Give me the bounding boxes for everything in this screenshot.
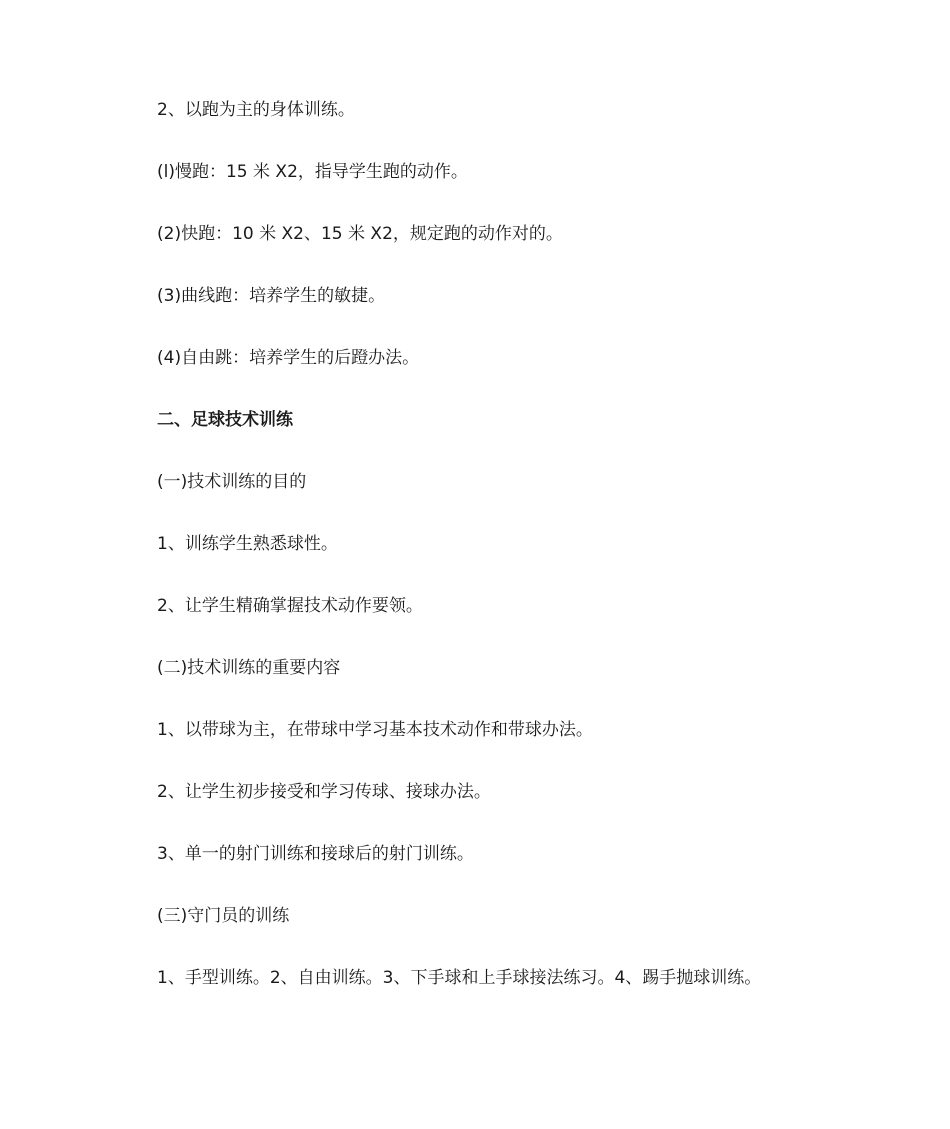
subheading-technique-goal: (一)技术训练的目的 <box>157 472 307 492</box>
text-line-ball-feel: 1、训练学生熟悉球性。 <box>157 534 338 554</box>
text-line-technique-essentials: 2、让学生精确掌握技术动作要领。 <box>157 596 423 616</box>
text-line-slow-run: (l)慢跑：15 米 X2，指导学生跑的动作。 <box>157 162 468 182</box>
subheading-technique-content: (二)技术训练的重要内容 <box>157 658 341 678</box>
text-line-running-training: 2、以跑为主的身体训练。 <box>157 100 355 120</box>
section-heading-football-technique: 二、足球技术训练 <box>157 410 293 430</box>
text-line-free-jump: (4)自由跳：培养学生的后蹬办法。 <box>157 348 420 368</box>
text-line-curve-run: (3)曲线跑：培养学生的敏捷。 <box>157 286 386 306</box>
document-body <box>157 96 857 1026</box>
subheading-goalkeeper: (三)守门员的训练 <box>157 906 290 926</box>
text-line-goalkeeper-drills: 1、手型训练。2、自由训练。3、下手球和上手球接法练习。4、踢手抛球训练。 <box>157 968 762 988</box>
text-line-dribbling: 1、以带球为主，在带球中学习基本技术动作和带球办法。 <box>157 720 593 740</box>
text-line-passing: 2、让学生初步接受和学习传球、接球办法。 <box>157 782 491 802</box>
text-line-shooting: 3、单一的射门训练和接球后的射门训练。 <box>157 844 474 864</box>
text-line-fast-run: (2)快跑：10 米 X2、15 米 X2，规定跑的动作对的。 <box>157 224 563 244</box>
